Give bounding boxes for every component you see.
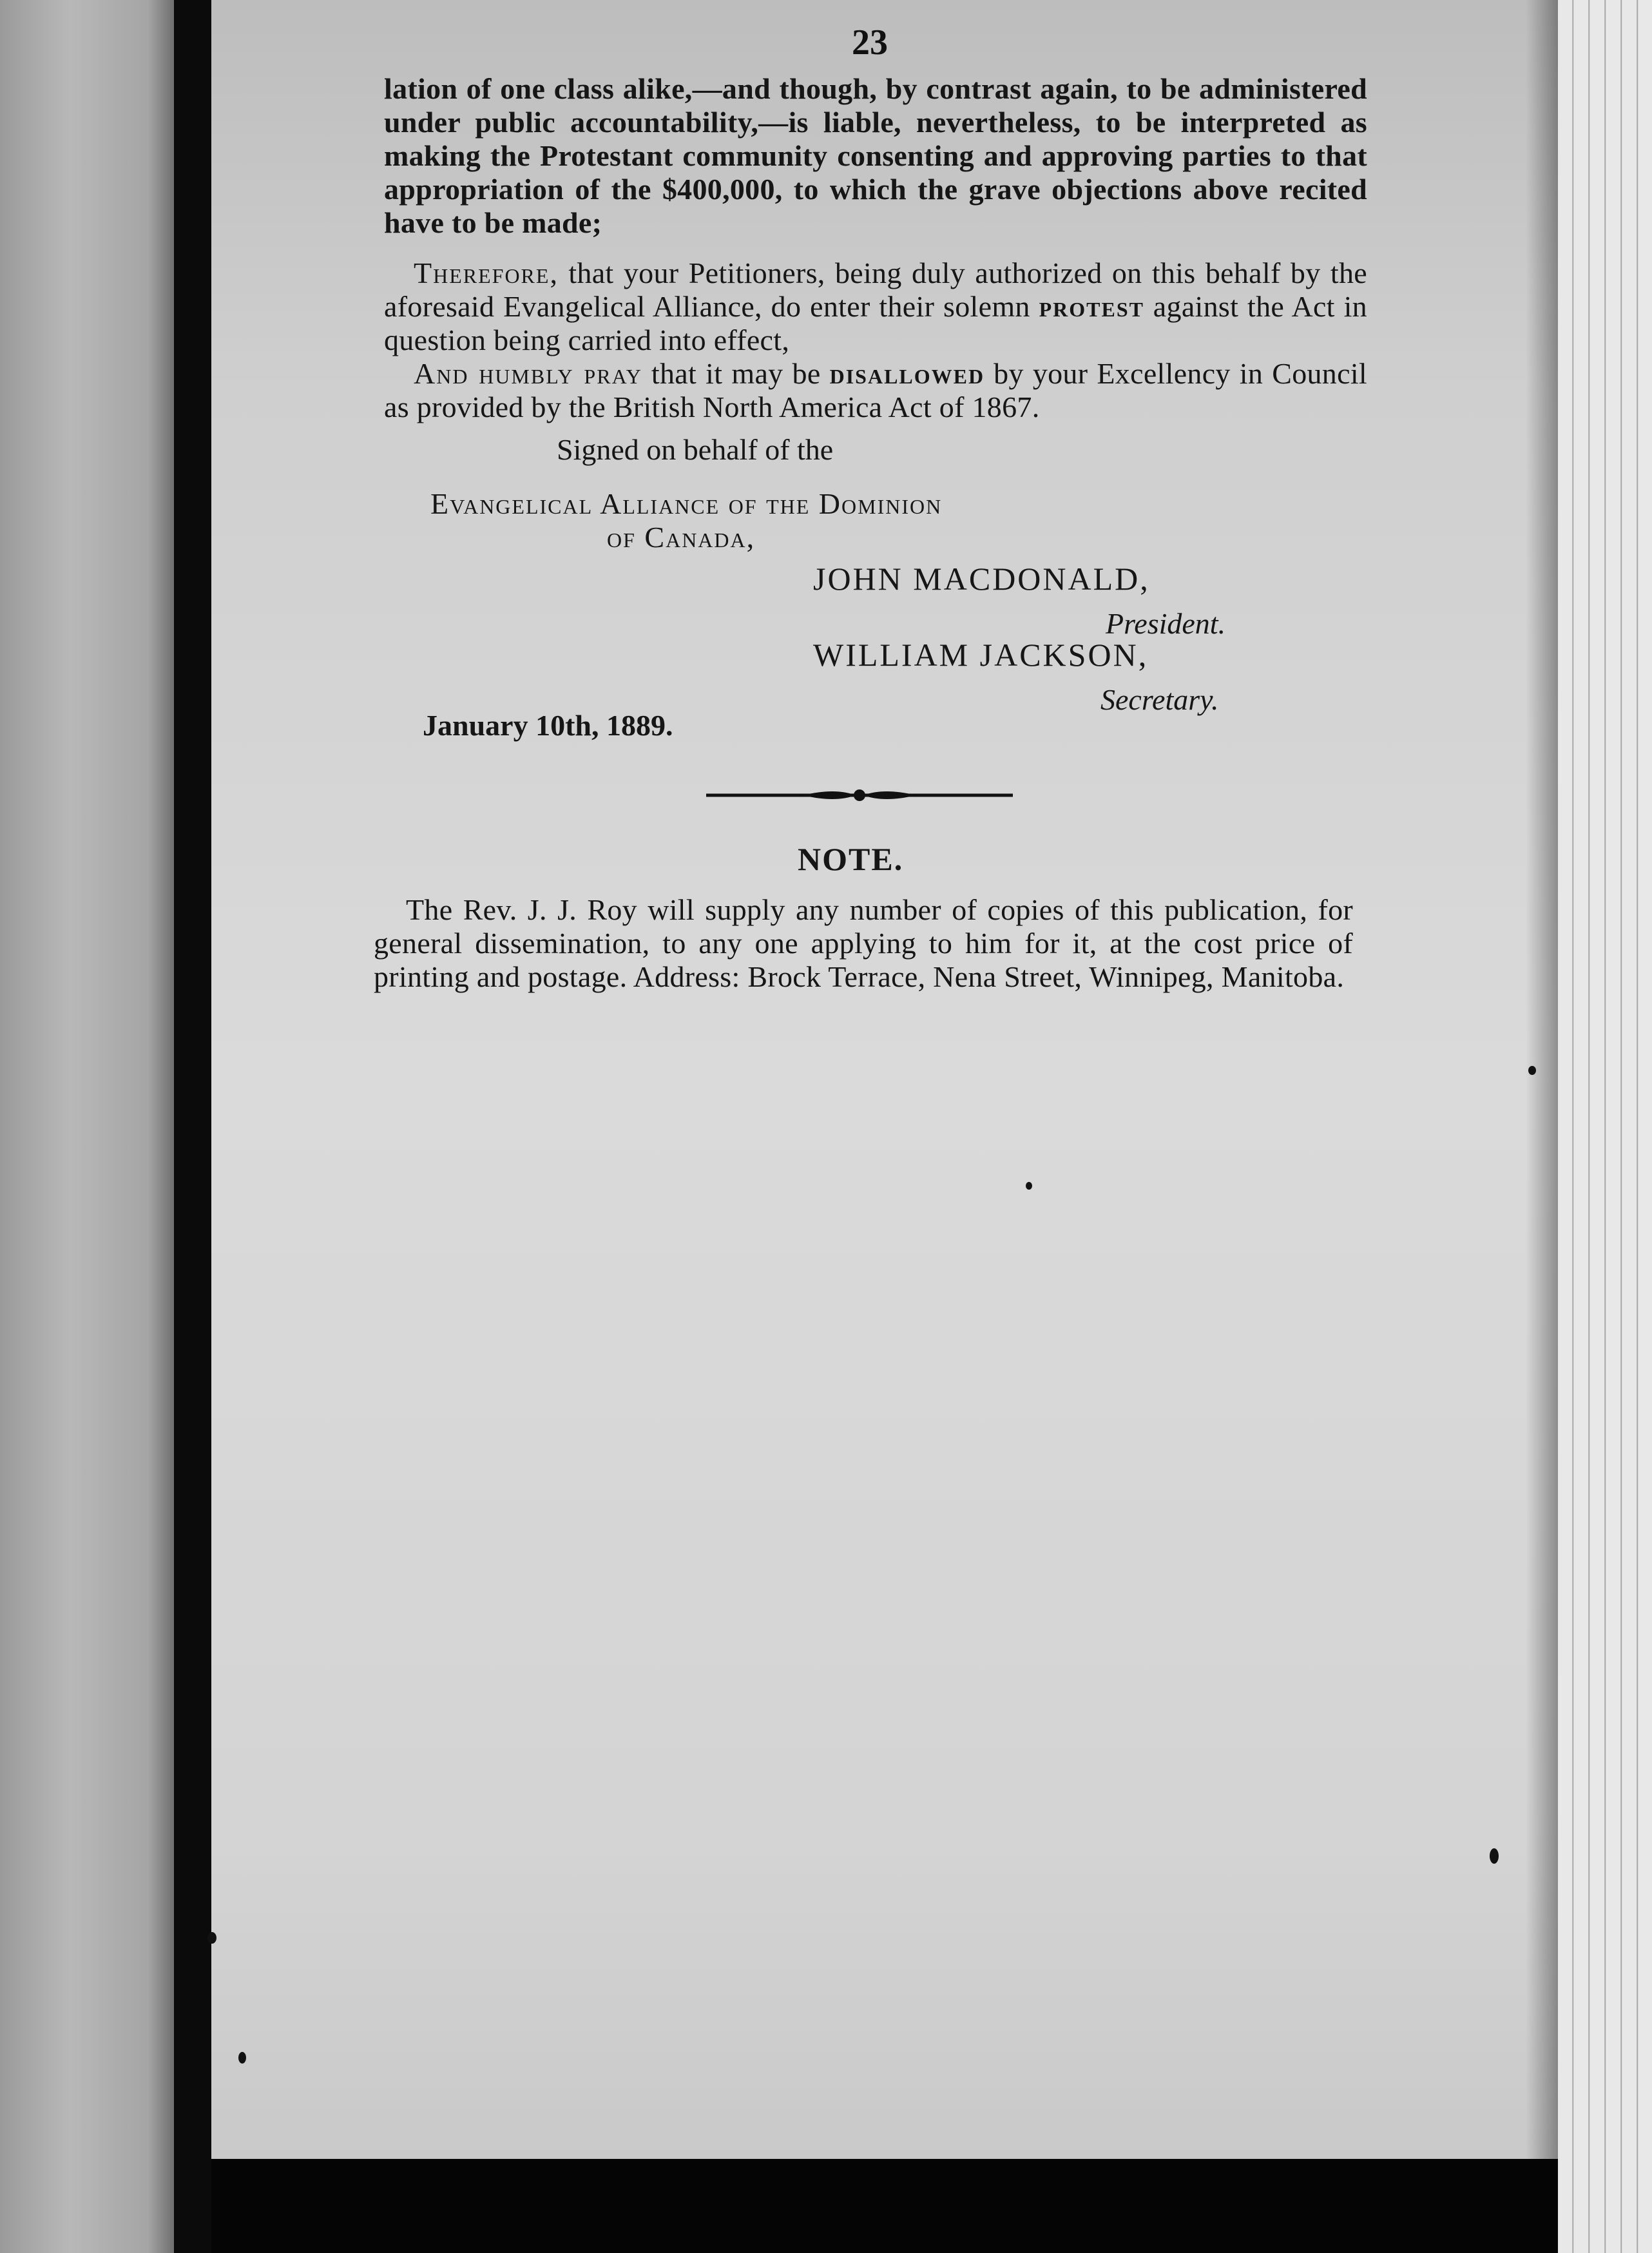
note-body: The Rev. J. J. Roy will supply any number of copies of this publication, for general dissemination, to any one applying to him for it, at the cost price of printing and postage. Address: Brock Terrace, Nena Street, Winnipeg, Manitoba. (374, 893, 1353, 993)
print-speck (1026, 1182, 1032, 1190)
paragraph-continuation: lation of one class alike,—and though, by contrast again, to be administered under public accountability,—is liable, nevertheless, to be interpreted as making the Protestant community consenting and approving parties to that appropriation of the $400,000, to which the grave objections above recited have to be made; (384, 72, 1367, 239)
disallowed-word: disallowed (829, 357, 985, 390)
signed-on-behalf: Signed on behalf of the (557, 433, 834, 466)
print-speck (207, 1932, 216, 1944)
bottom-border (211, 2159, 1558, 2253)
print-speck (1528, 1066, 1536, 1075)
therefore-text: that your Petitioners, being duly authorized on this behalf by the aforesaid Evangelical Alliance, do enter their solemn (384, 256, 1367, 323)
print-speck (1490, 1848, 1499, 1864)
alliance-name-line1: Evangelical Alliance of the Dominion (430, 487, 943, 520)
page-number: 23 (852, 23, 888, 63)
ornamental-divider (706, 782, 1013, 808)
left-facing-page (0, 0, 174, 2253)
page-edges (1558, 0, 1652, 2253)
document-date: January 10th, 1889. (423, 709, 673, 742)
print-speck (238, 2052, 246, 2064)
humbly-pray-end: by your Excellency in Council as provided by the British North America Act of 1867. (384, 357, 1367, 423)
alliance-name-line2: of Canada, (607, 521, 756, 554)
paragraph-therefore (384, 256, 1367, 357)
protest-word: protest (1039, 290, 1144, 323)
president-name: JOHN MACDONALD, (813, 561, 1150, 597)
humbly-pray-lead: And humbly pray (414, 357, 642, 390)
note-heading: NOTE. (798, 841, 904, 877)
president-title: President. (1106, 607, 1226, 640)
paragraph-humbly-pray (384, 357, 1367, 424)
secretary-title: Secretary. (1100, 683, 1219, 716)
secretary-name: WILLIAM JACKSON, (813, 637, 1149, 673)
therefore-lead: Therefore, (414, 256, 559, 289)
humbly-pray-mid: that it may be (642, 357, 830, 390)
book-gutter (174, 0, 211, 2253)
therefore-end: against the Act in question being carried into effect, (384, 290, 1367, 356)
